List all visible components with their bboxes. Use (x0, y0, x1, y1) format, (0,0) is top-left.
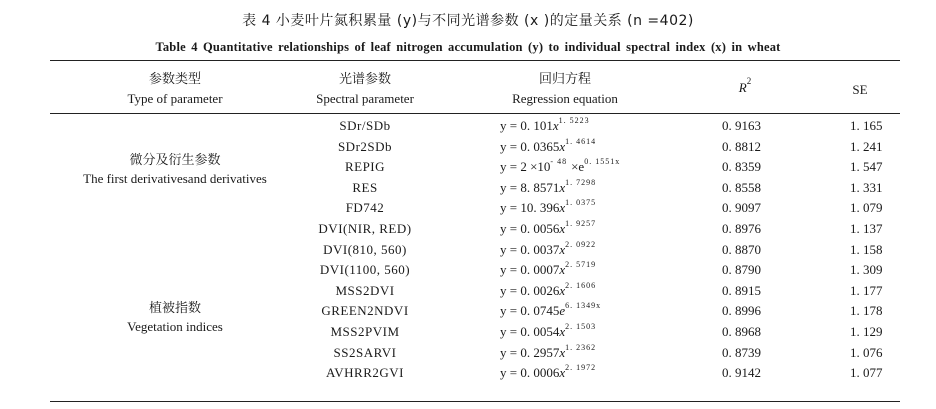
header-regression-equation (480, 70, 650, 108)
se-cell: 1. 076 (850, 344, 883, 360)
regression-equation-cell (500, 239, 597, 258)
equation-coefficient: y = 0. 0026 (500, 282, 560, 298)
equation-exponent: 2. 1606 (565, 280, 597, 290)
equation-exponent: 1. 5223 (558, 116, 590, 125)
header-spectral-parameter (280, 70, 450, 108)
r-squared-cell: 0. 8359 (722, 159, 761, 175)
equation-suffix: ×e (571, 159, 585, 175)
header-type-en: Type of parameter (127, 91, 223, 106)
r-squared-cell: 0. 9142 (722, 365, 761, 381)
header-r-squared (710, 78, 780, 97)
r-squared-cell: 0. 8812 (722, 138, 761, 154)
equation-coefficient: y = 2 ×10 (500, 159, 551, 175)
r-squared-cell: 0. 8996 (722, 303, 761, 319)
equation-coefficient: y = 0. 0037 (500, 241, 560, 257)
regression-equation-cell (500, 365, 596, 381)
equation-variable: x (559, 344, 566, 360)
spectral-parameter-cell: FD742 (345, 200, 385, 216)
table-row (0, 303, 936, 323)
regression-equation-cell (500, 118, 590, 134)
header-se-label: SE (852, 82, 868, 97)
se-cell: 1. 547 (850, 159, 883, 175)
r-squared-cell: 0. 9097 (722, 200, 761, 216)
table-row (0, 365, 936, 385)
equation-variable: x (559, 262, 566, 278)
table-title-english: Table 4 Quantitative relationships of leaf nitrogen accumulation (y) to individual spectral index (x) in wheat (155, 40, 781, 54)
r-squared-cell: 0. 8915 (722, 282, 761, 298)
equation-exponent-2: 0. 1551x (584, 157, 621, 167)
table-row (0, 136, 936, 159)
header-type-cn: 参数类型 (148, 72, 201, 87)
header-regression-en: Regression equation (512, 91, 618, 106)
group-vegetation-en: Vegetation indices (127, 319, 223, 334)
se-cell: 1. 178 (850, 303, 883, 319)
se-cell: 1. 331 (850, 179, 883, 195)
equation-exponent: 2. 1503 (565, 322, 597, 331)
spectral-parameter-cell: SDr/SDb (339, 118, 391, 133)
regression-equation-cell (500, 177, 597, 196)
r-squared-cell: 0. 8558 (722, 179, 761, 195)
equation-exponent: 1. 7298 (565, 177, 597, 187)
spectral-parameter-cell: SDr2SDb (337, 138, 393, 154)
regression-equation-cell (500, 342, 597, 361)
se-cell: 1. 137 (850, 221, 883, 236)
group-derivatives-cn: 微分及衍生参数 (129, 153, 221, 168)
group-vegetation-cn: 植被指数 (148, 301, 201, 316)
equation-coefficient: y = 10. 396 (500, 200, 560, 216)
header-rule (50, 113, 900, 114)
table-row (0, 118, 936, 138)
top-rule (50, 60, 900, 61)
equation-exponent: 1. 0375 (565, 198, 597, 208)
equation-exponent: 6. 1349x (565, 301, 602, 311)
equation-variable: e (559, 303, 566, 319)
r-squared-cell: 0. 8790 (722, 262, 761, 278)
equation-coefficient: y = 0. 101 (500, 118, 553, 133)
table-row (0, 221, 936, 241)
se-cell: 1. 158 (850, 241, 883, 257)
equation-exponent: 1. 9257 (565, 219, 597, 228)
spectral-parameter-cell: AVHRR2GVI (326, 365, 404, 381)
r-squared-cell: 0. 8739 (722, 344, 761, 360)
table-row (0, 280, 936, 303)
se-cell: 1. 077 (850, 365, 883, 381)
r-squared-cell: 0. 8870 (722, 241, 761, 257)
equation-variable: x (559, 365, 566, 381)
equation-coefficient: y = 8. 8571 (500, 179, 560, 195)
equation-variable: x (559, 221, 566, 236)
table-row (0, 239, 936, 262)
regression-equation-cell (500, 221, 596, 237)
equation-variable: x (559, 138, 566, 154)
equation-variable: x (559, 241, 566, 257)
regression-equation-cell (500, 303, 601, 319)
r-squared-cell: 0. 8968 (722, 324, 761, 339)
header-spectral-en: Spectral parameter (316, 91, 414, 106)
equation-coefficient: y = 0. 0007 (500, 262, 560, 278)
regression-equation-cell (500, 280, 597, 299)
equation-exponent: - 48 (550, 157, 568, 167)
spectral-parameter-cell: SS2SARVI (333, 344, 397, 360)
spectral-parameter-cell: DVI(1100, 560) (319, 262, 411, 278)
spectral-parameter-cell: MSS2PVIM (330, 324, 400, 339)
table-row (0, 200, 936, 220)
equation-coefficient: y = 0. 2957 (500, 344, 560, 360)
spectral-parameter-cell: MSS2DVI (335, 282, 395, 298)
regression-equation-cell (500, 159, 620, 175)
header-spectral-cn: 光谱参数 (338, 72, 391, 87)
spectral-parameter-cell: DVI(810, 560) (323, 241, 407, 257)
equation-coefficient: y = 0. 0056 (500, 221, 560, 236)
header-regression-cn: 回归方程 (538, 72, 591, 87)
equation-exponent: 1. 4614 (565, 136, 597, 146)
bottom-rule (50, 401, 900, 402)
header-r2-sup: 2 (746, 76, 752, 86)
spectral-parameter-cell: RES (352, 179, 378, 195)
equation-variable: x (552, 118, 559, 133)
se-cell: 1. 165 (850, 118, 883, 133)
se-cell: 1. 241 (850, 138, 883, 154)
regression-equation-cell (500, 262, 596, 278)
equation-variable: x (559, 324, 566, 339)
equation-variable: x (559, 282, 566, 298)
equation-coefficient: y = 0. 0054 (500, 324, 560, 339)
table-row (0, 159, 936, 179)
r-squared-cell: 0. 9163 (722, 118, 761, 133)
table-row (0, 324, 936, 344)
regression-equation-cell (500, 136, 597, 155)
se-cell: 1. 129 (850, 324, 883, 339)
se-cell: 1. 079 (850, 200, 883, 216)
regression-equation-cell (500, 324, 596, 340)
r-squared-cell: 0. 8976 (722, 221, 761, 236)
equation-exponent: 2. 5719 (565, 260, 597, 270)
spectral-parameter-cell: REPIG (344, 159, 386, 175)
header-se (830, 80, 890, 99)
header-type-of-parameter (55, 70, 295, 108)
equation-coefficient: y = 0. 0745 (500, 303, 560, 319)
equation-coefficient: y = 0. 0365 (500, 138, 560, 154)
equation-exponent: 2. 1972 (565, 363, 597, 373)
se-cell: 1. 177 (850, 282, 883, 298)
group-derivatives-en: The first derivativesand derivatives (83, 171, 267, 186)
spectral-parameter-cell: GREEN2NDVI (321, 303, 409, 319)
se-cell: 1. 309 (850, 262, 883, 278)
spectral-parameter-cell: DVI(NIR, RED) (318, 221, 412, 236)
equation-coefficient: y = 0. 0006 (500, 365, 560, 381)
header-r2-symbol: R (738, 80, 747, 95)
table-row (0, 342, 936, 365)
table-row (0, 262, 936, 282)
regression-equation-cell (500, 200, 596, 216)
equation-exponent: 1. 2362 (565, 342, 597, 352)
equation-variable: x (559, 179, 566, 195)
table-title-chinese: 表 4 小麦叶片氮积累量 (y)与不同光谱参数 (x )的定量关系 (n =402) (242, 13, 694, 29)
equation-variable: x (559, 200, 566, 216)
equation-exponent: 2. 0922 (565, 239, 597, 249)
